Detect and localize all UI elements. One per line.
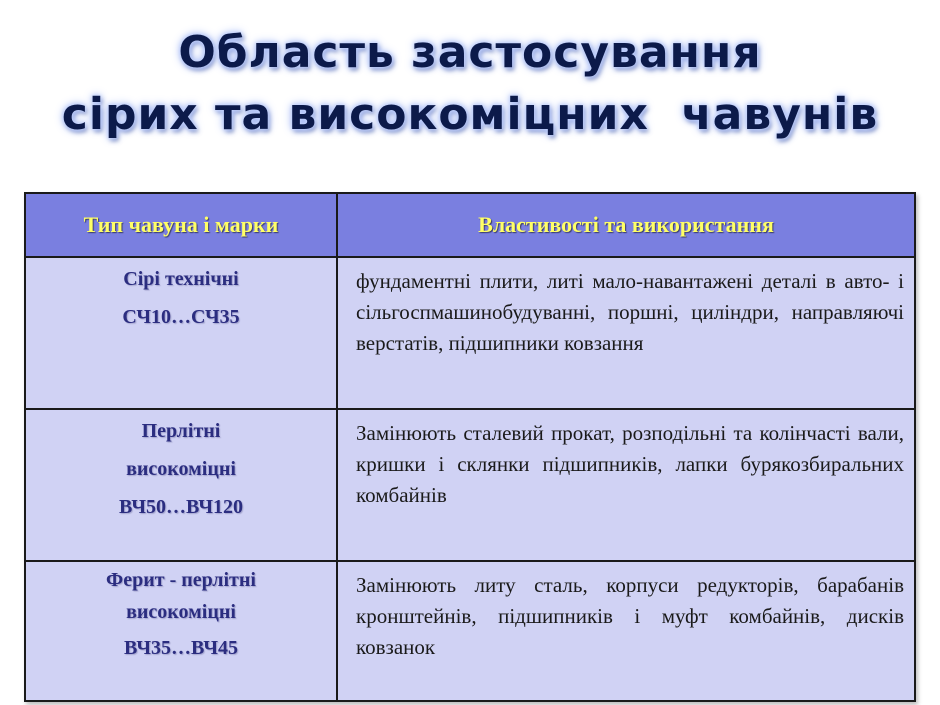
properties-cell: фундаментні плити, литі мало-навантажені деталі в авто- і сільгоспмашинобудуванні, поршні, циліндри, направляючі верстатів, підшипники ковзання — [337, 257, 915, 409]
type-name: Перлітні — [141, 420, 221, 442]
type-subname: високоміцні — [126, 601, 236, 623]
type-grade: ВЧ35…ВЧ45 — [123, 637, 239, 659]
type-name: Сірі технічні — [123, 268, 239, 290]
slide-title — [0, 22, 940, 146]
table-row — [25, 561, 915, 701]
type-grade: ВЧ50…ВЧ120 — [118, 496, 244, 518]
title-line-1: Область застосування — [178, 27, 762, 78]
header-type: Тип чавуна і марки — [25, 193, 337, 257]
title-line-2: сірих та високоміцних чавунів — [61, 89, 879, 140]
table-row — [25, 257, 915, 409]
type-cell — [25, 561, 337, 701]
type-cell — [25, 257, 337, 409]
cast-iron-table — [24, 192, 916, 702]
type-name: Ферит - перлітні — [106, 569, 256, 591]
table-row — [25, 409, 915, 561]
type-cell — [25, 409, 337, 561]
type-grade: СЧ10…СЧ35 — [122, 306, 240, 328]
cast-iron-table-wrapper — [24, 192, 914, 659]
header-properties: Властивості та використання — [337, 193, 915, 257]
type-subname: високоміцні — [126, 458, 236, 480]
properties-cell: Замінюють литу сталь, корпуси редукторів, барабанів кронштейнів, підшипників і муфт комбайнів, дисків ковзанок — [337, 561, 915, 701]
properties-cell: Замінюють сталевий прокат, розподільні та колінчасті вали, кришки і склянки підшипників, лапки бурякозбиральних комбайнів — [337, 409, 915, 561]
table-header-row — [25, 193, 915, 257]
